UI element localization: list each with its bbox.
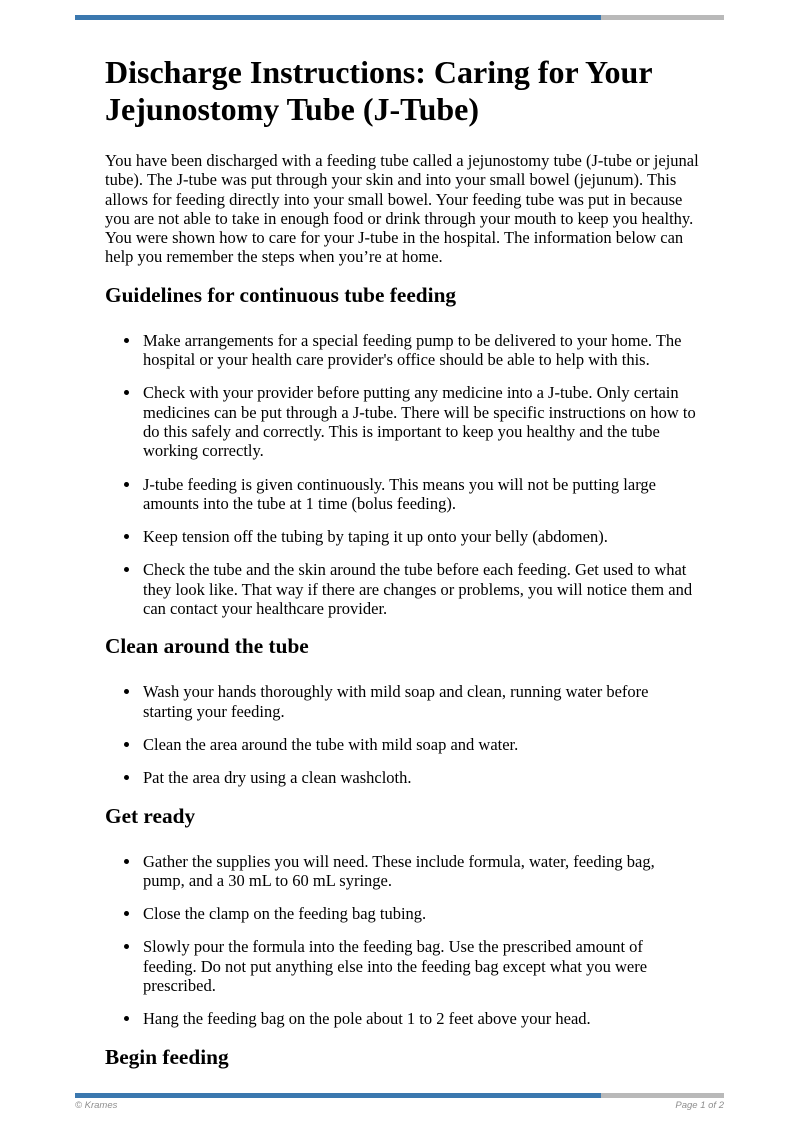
section-heading: Get ready	[105, 803, 196, 828]
bullet-item: • Clean the area around the tube with mild soap and water.	[141, 735, 700, 754]
header-rule-gray-segment	[601, 15, 724, 20]
section-heading: Clean around the tube	[105, 634, 309, 659]
section-heading: Begin feeding	[105, 1044, 229, 1069]
page-title-line-2: Jejunostomy Tube (J-Tube)	[105, 91, 480, 127]
footer-rule-blue-segment	[75, 1093, 601, 1098]
header-rule	[75, 15, 724, 20]
bullet-list	[105, 331, 700, 619]
page-title-line-1: Discharge Instructions: Caring for Your	[105, 54, 653, 90]
section-heading: Guidelines for continuous tube feeding	[105, 282, 457, 307]
bullet-item: • Close the clamp on the feeding bag tubing.	[141, 904, 700, 923]
intro-paragraph: You have been discharged with a feeding tube called a jejunostomy tube (J-tube or jejunal tube). The J-tube was put through your skin and into your small bowel (jejunum). This allows for feeding directly into your small bowel. Your feeding tube was put in because you are not able to take in enough food or drink through your mouth to keep you healthy. You were shown how to care for your J-tube in the hospital. The information below can help you remember the steps when you’re at home.	[105, 151, 699, 267]
footer-page-number: Page 1 of 2	[675, 1100, 724, 1111]
page-title	[105, 54, 700, 128]
bullet-item: • Check the tube and the skin around the tube before each feeding. Get used to what they look like. That way if there are changes or problems, you will notice them and can contact your healthcare provider.	[141, 560, 700, 618]
bullet-item: • Hang the feeding bag on the pole about 1 to 2 feet above your head.	[141, 1009, 700, 1028]
bullet-item: • Make arrangements for a special feeding pump to be delivered to your home. The hospital or your health care provider's office should be able to help with this.	[141, 331, 700, 370]
bullet-item: • Slowly pour the formula into the feeding bag. Use the prescribed amount of feeding. Do not put anything else into the feeding bag except what you were prescribed.	[141, 937, 700, 995]
bullet-item: • Pat the area dry using a clean washcloth.	[141, 768, 700, 787]
bullet-item: • Gather the supplies you will need. These include formula, water, feeding bag, pump, and a 30 mL to 60 mL syringe.	[141, 852, 700, 891]
footer	[75, 1100, 724, 1112]
section-clean-around-the-tube	[105, 633, 700, 787]
section-get-ready	[105, 803, 700, 1029]
bullet-item: • Check with your provider before putting any medicine into a J-tube. Only certain medicines can be put through a J-tube. There will be specific instructions on how to do this safely and correctly. This is important to keep you healthy and the tube working correctly.	[141, 383, 700, 460]
section-begin-feeding	[105, 1044, 700, 1070]
header-rule-blue-segment	[75, 15, 601, 20]
footer-rule	[75, 1093, 724, 1098]
bullet-item: • Keep tension off the tubing by taping it up onto your belly (abdomen).	[141, 527, 700, 546]
footer-rule-gray-segment	[601, 1093, 724, 1098]
bullet-list	[105, 852, 700, 1029]
bullet-list	[105, 682, 700, 787]
bullet-item: • Wash your hands thoroughly with mild soap and clean, running water before starting your feeding.	[141, 682, 700, 721]
footer-copyright: © Krames	[75, 1100, 118, 1111]
bullet-item: • J-tube feeding is given continuously. This means you will not be putting large amounts into the tube at 1 time (bolus feeding).	[141, 475, 700, 514]
section-guidelines-continuous-tube-feeding	[105, 282, 700, 619]
